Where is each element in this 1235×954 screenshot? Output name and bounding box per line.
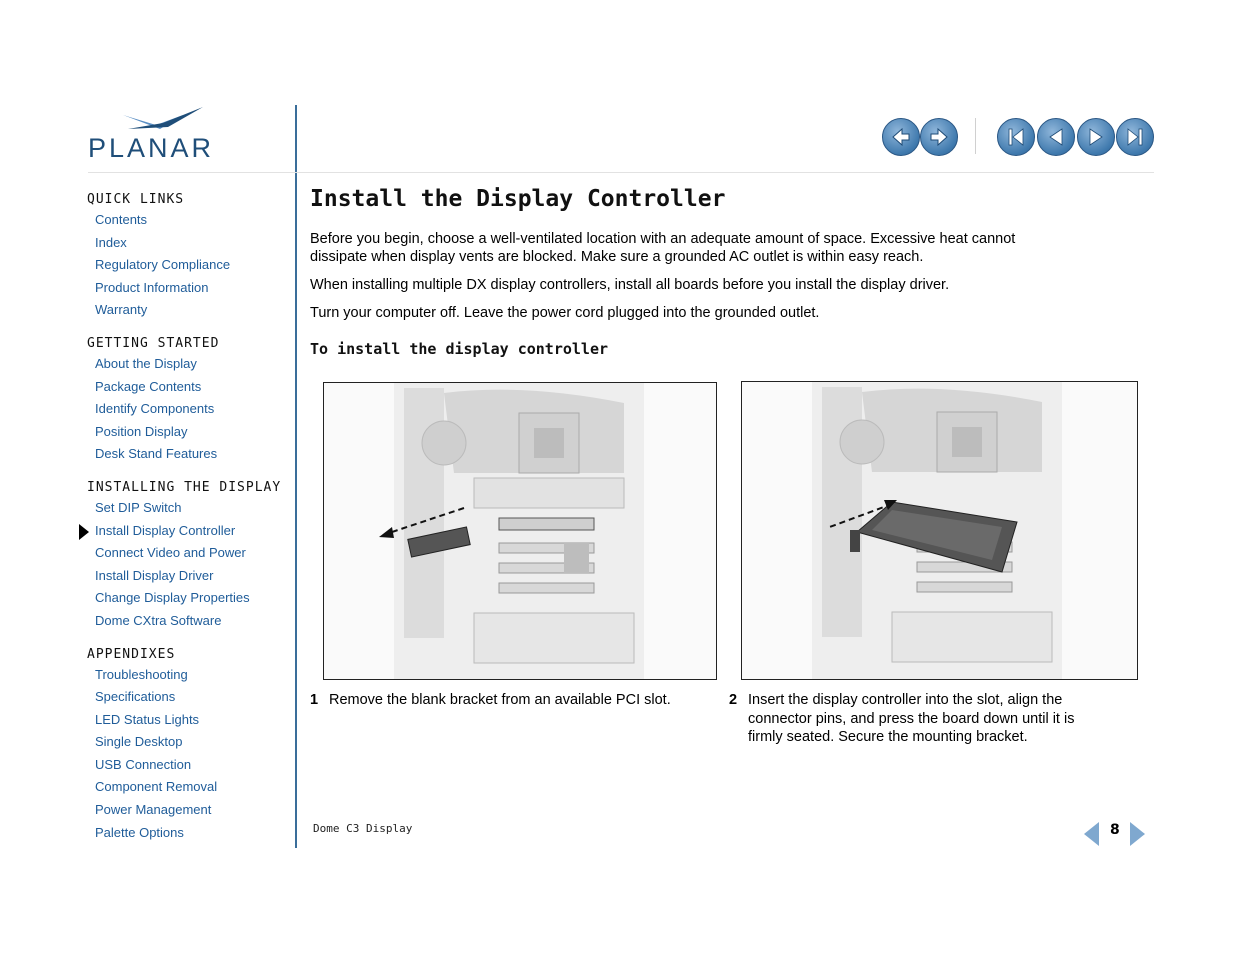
nav-separator	[975, 118, 976, 154]
sidebar-item-label: Install Display Controller	[95, 522, 236, 538]
sidebar-item-product-information[interactable]: Product Information	[95, 279, 209, 295]
sidebar-item-install-display-controller[interactable]	[95, 520, 292, 543]
sidebar-item-single-desktop[interactable]: Single Desktop	[95, 734, 183, 750]
last-page-icon	[1124, 126, 1146, 148]
footer-doc-title: Dome C3 Display	[313, 822, 413, 835]
sidebar-item-install-display-driver[interactable]: Install Display Driver	[95, 567, 214, 583]
step-number: 2	[729, 692, 738, 708]
back-button[interactable]	[882, 118, 920, 156]
figure-insert-controller	[741, 381, 1138, 680]
section-installing-the-display	[87, 478, 292, 633]
sidebar-item-position-display[interactable]: Position Display	[95, 423, 188, 439]
current-page-marker-icon	[79, 524, 89, 540]
sidebar-item-dome-cxtra-software[interactable]: Dome CXtra Software	[95, 612, 222, 628]
section-title: GETTING STARTED	[87, 335, 220, 351]
next-page-button[interactable]	[1077, 118, 1115, 156]
first-page-icon	[1005, 126, 1027, 148]
first-page-button[interactable]	[997, 118, 1035, 156]
pc-chassis-with-card-illustration-icon	[742, 382, 1137, 679]
section-appendixes	[87, 645, 292, 845]
sidebar-item-usb-connection[interactable]: USB Connection	[95, 756, 192, 772]
triangle-left-icon	[1045, 126, 1067, 148]
sidebar-item-about-the-display[interactable]: About the Display	[95, 355, 197, 371]
power-off-paragraph: Turn your computer off. Leave the power cord plugged into the grounded outlet.	[310, 305, 820, 321]
main-content	[310, 180, 1150, 358]
section-title: APPENDIXES	[87, 646, 176, 662]
sidebar-item-specifications[interactable]: Specifications	[95, 689, 176, 705]
sidebar-item-power-management[interactable]: Power Management	[95, 802, 212, 818]
last-page-button[interactable]	[1116, 118, 1154, 156]
section-title: QUICK LINKS	[87, 192, 185, 207]
sidebar-item-set-dip-switch[interactable]: Set DIP Switch	[95, 499, 182, 515]
step-text: Insert the display controller into the slot, align the connector pins, and press the board down until it is firmly seated. Secure the mounting bracket.	[748, 692, 1075, 745]
step-text: Remove the blank bracket from an available PCI slot.	[329, 692, 671, 708]
sidebar-item-palette-options[interactable]: Palette Options	[95, 824, 184, 840]
page-title: Install the Display Controller	[310, 186, 726, 212]
figure-remove-bracket	[323, 382, 717, 680]
sidebar-item-led-status-lights[interactable]: LED Status Lights	[95, 711, 200, 727]
section-quick-links	[87, 190, 292, 322]
sidebar-item-index[interactable]: Index	[95, 234, 127, 250]
sidebar	[87, 190, 292, 856]
intro-paragraph: Before you begin, choose a well-ventilated location with an adequate amount of space. Excessive heat cannot dissipate when display vents are blocked. Make sure a grounded AC outlet is within easy reach.	[310, 231, 1016, 265]
header-divider	[88, 172, 1154, 173]
previous-page-button[interactable]	[1037, 118, 1075, 156]
arrow-left-icon	[890, 126, 912, 148]
footer-previous-page-icon[interactable]	[1084, 822, 1099, 846]
sidebar-item-troubleshooting[interactable]: Troubleshooting	[95, 666, 188, 682]
step-number: 1	[310, 692, 319, 708]
sidebar-item-component-removal[interactable]: Component Removal	[95, 779, 218, 795]
sidebar-item-desk-stand-features[interactable]: Desk Stand Features	[95, 446, 218, 462]
pc-chassis-illustration-icon	[324, 383, 716, 679]
section-title: INSTALLING THE DISPLAY	[87, 479, 282, 495]
sidebar-item-warranty[interactable]: Warranty	[95, 302, 148, 318]
arrow-right-icon	[928, 126, 950, 148]
sidebar-item-regulatory-compliance[interactable]: Regulatory Compliance	[95, 257, 231, 273]
sidebar-item-contents[interactable]: Contents	[95, 212, 148, 227]
triangle-right-icon	[1085, 126, 1107, 148]
footer-next-page-icon[interactable]	[1130, 822, 1145, 846]
sidebar-item-change-display-properties[interactable]: Change Display Properties	[95, 590, 250, 606]
page-number: 8	[1110, 822, 1120, 838]
sidebar-divider	[295, 105, 297, 848]
multiple-controllers-paragraph: When installing multiple DX display controllers, install all boards before you install the display driver.	[310, 277, 950, 293]
section-getting-started	[87, 334, 292, 466]
procedure-heading: To install the display controller	[310, 340, 609, 358]
sidebar-item-identify-components[interactable]: Identify Components	[95, 401, 215, 417]
sidebar-item-connect-video-and-power[interactable]: Connect Video and Power	[95, 545, 246, 561]
brand-logo-text: PLANAR	[88, 133, 215, 163]
forward-button[interactable]	[920, 118, 958, 156]
sidebar-item-package-contents[interactable]: Package Contents	[95, 378, 202, 394]
